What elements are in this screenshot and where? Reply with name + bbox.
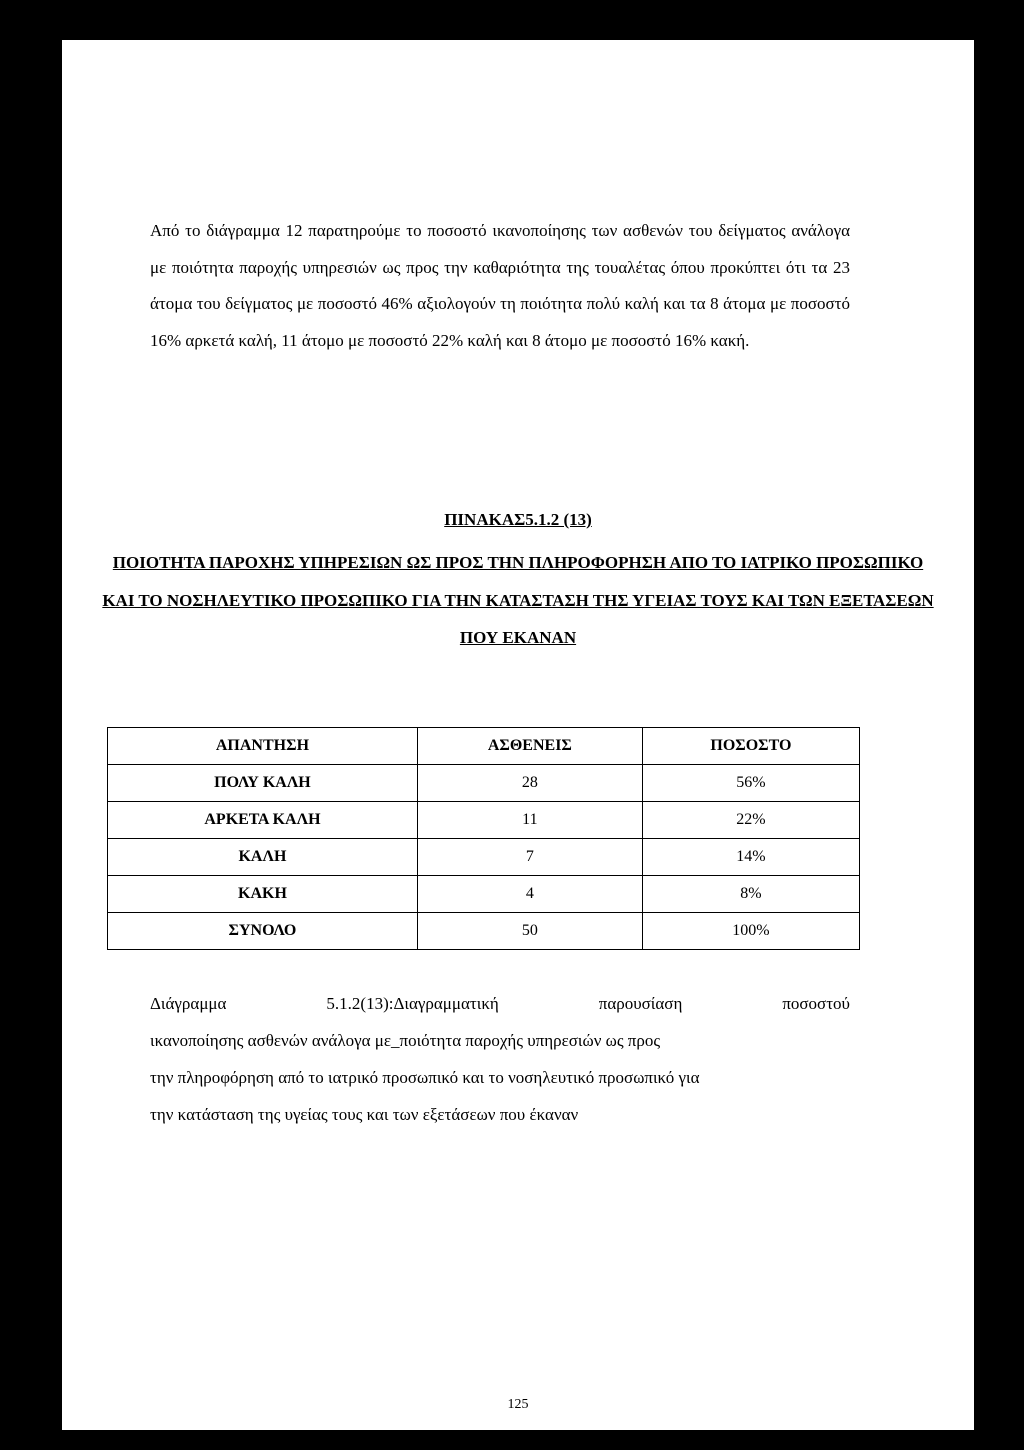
patients-cell: 28 <box>417 765 642 802</box>
page-number: 125 <box>507 1397 529 1412</box>
results-table <box>107 727 860 950</box>
column-header-patients: ΑΣΘΕΝΕΙΣ <box>417 728 642 765</box>
percentage-cell: 100% <box>642 913 859 950</box>
column-header-answer: ΑΠΑΝΤΗΣΗ <box>108 728 418 765</box>
percentage-cell: 14% <box>642 839 859 876</box>
answer-cell: ΑΡΚΕΤΑ ΚΑΛΗ <box>108 802 418 839</box>
table-header-row <box>108 728 860 765</box>
table-label: ΠΙΝΑΚΑΣ5.1.2 (13) <box>444 510 592 529</box>
caption-word: Διάγραμμα <box>150 994 227 1013</box>
caption-line-4: την κατάσταση της υγείας τους και των εξετάσεων που έκαναν <box>150 1105 579 1124</box>
caption-line-3: την πληροφόρηση από το ιατρικό προσωπικό και το νοσηλευτικό προσωπικό για <box>150 1068 700 1087</box>
column-header-percentage: ΠΟΣΟΣΤΟ <box>642 728 859 765</box>
caption-word: ποσοστού <box>782 994 850 1013</box>
document-page <box>62 40 974 1430</box>
percentage-cell: 8% <box>642 876 859 913</box>
percentage-cell: 22% <box>642 802 859 839</box>
caption-word: 5.1.2(13):Διαγραμματική <box>326 994 499 1013</box>
intro-paragraph: Από το διάγραμμα 12 παρατηρούμε το ποσοστό ικανοποίησης των ασθενών του δείγματος ανάλογα με ποιότητα παροχής υπηρεσιών ως προς την καθαριότητα της τουαλέτας όπου προκύπτει ότι τα 23 άτομα του δείγματος με ποσοστό 46% αξιολογούν τη ποιότητα πολύ καλή και τα 8 άτομα με ποσοστό 16% αρκετά καλή, 11 άτομο με ποσοστό 22% καλή και 8 άτομο με ποσοστό 16% κακή. <box>150 221 850 350</box>
patients-cell: 11 <box>417 802 642 839</box>
table-row <box>108 839 860 876</box>
answer-cell: ΣΥΝΟΛΟ <box>108 913 418 950</box>
table-row <box>108 802 860 839</box>
answer-cell: ΚΑΛΗ <box>108 839 418 876</box>
percentage-cell: 56% <box>642 765 859 802</box>
table-total-row <box>108 913 860 950</box>
answer-cell: ΚΑΚΗ <box>108 876 418 913</box>
caption-word: παρουσίαση <box>598 994 683 1013</box>
caption-line-1 <box>150 985 850 1022</box>
patients-cell: 7 <box>417 839 642 876</box>
caption-line-2: ικανοποίησης ασθενών ανάλογα με_ποιότητα παροχής υπηρεσιών ως προς <box>150 1031 661 1050</box>
table-row <box>108 765 860 802</box>
table-title: ΠΟΙΟΤΗΤΑ ΠΑΡΟΧΗΣ ΥΠΗΡΕΣΙΩΝ ΩΣ ΠΡΟΣ ΤΗΝ ΠΛΗΡΟΦΟΡΗΣΗ ΑΠΟ ΤΟ ΙΑΤΡΙΚΟ ΠΡΟΣΩΠΙΚΟ ΚΑΙ ΤΟ ΝΟΣΗΛΕΥΤΙΚΟ ΠΡΟΣΩΠΙΚΟ ΓΙΑ ΤΗΝ ΚΑΤΑΣΤΑΣΗ ΤΗΣ ΥΓΕΙΑΣ ΤΟΥΣ ΚΑΙ ΤΩΝ ΕΞΕΤΑΣΕΩΝ ΠΟΥ ΕΚΑΝΑΝ <box>102 553 934 647</box>
patients-cell: 50 <box>417 913 642 950</box>
diagram-caption <box>150 985 850 1133</box>
table-row <box>108 876 860 913</box>
patients-cell: 4 <box>417 876 642 913</box>
answer-cell: ΠΟΛΥ ΚΑΛΗ <box>108 765 418 802</box>
